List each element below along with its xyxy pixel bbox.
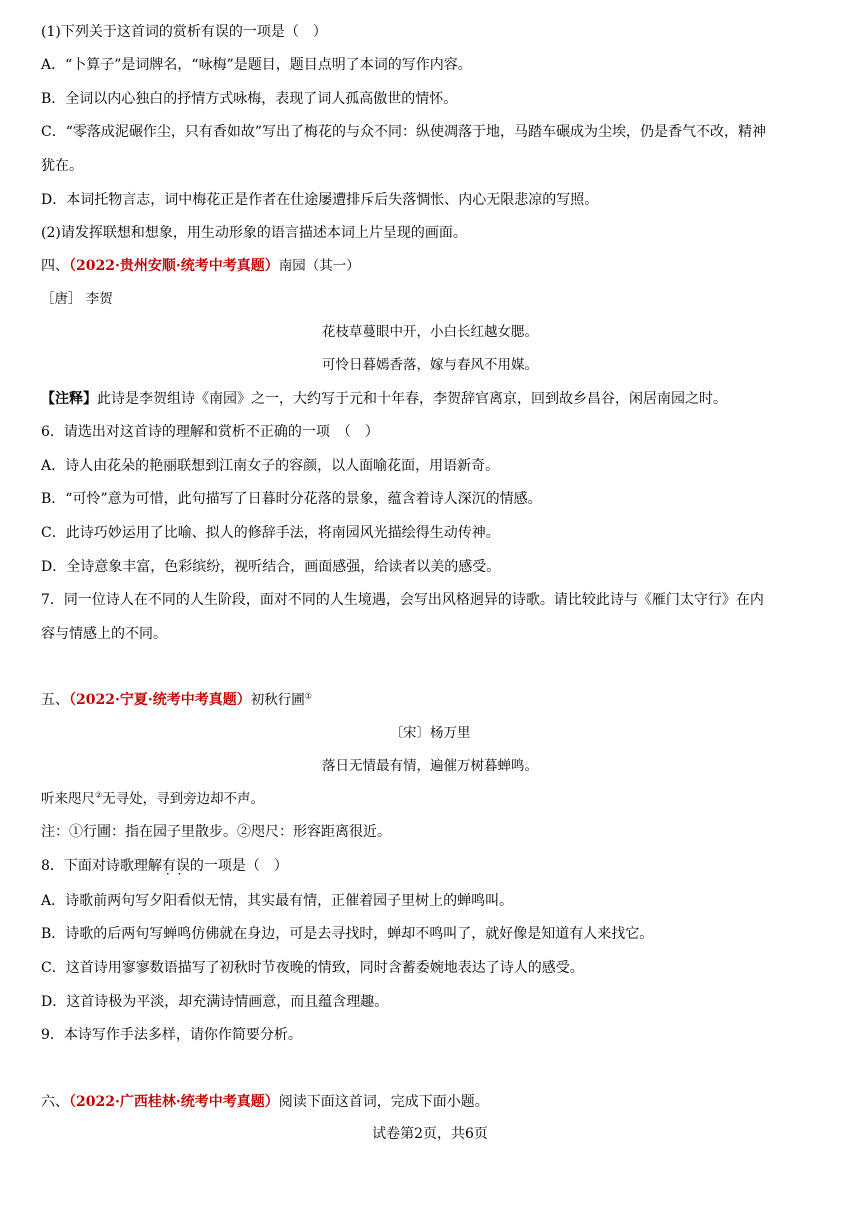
poem-note: 注：①行圃：指在园子里散步。②咫尺：形容距离很近。 <box>41 824 391 840</box>
note-label: 【注释】 <box>41 391 97 407</box>
poem-line-1: 落日无情最有情，遍催万树暮蝉鸣。 <box>322 758 538 774</box>
option-d: D．本词托物言志，词中梅花正是作者在仕途屡遭排斥后失落惆怅、内心无限悲凉的写照。 <box>41 192 599 208</box>
poem-line-1: 花枝草蔓眼中开，小白长红越女腮。 <box>322 324 538 340</box>
footnote-mark: ① <box>304 691 312 701</box>
question-8-stem <box>41 856 288 876</box>
section-6-heading <box>41 1092 489 1112</box>
option-c-line1: C．“零落成泥碾作尘，只有香如故”写出了梅花的与众不同：纵使凋落于地，马踏车碾成为尘埃，仍是香气不改，精神 <box>41 124 767 140</box>
poem-author: 〔宋〕杨万里 <box>389 725 471 741</box>
section-4-heading <box>41 256 360 276</box>
poem-note <box>41 389 727 409</box>
option-c: C．此诗巧妙运用了比喻、拟人的修辞手法，将南园风光描绘得生动传神。 <box>41 525 500 541</box>
poem-line-2 <box>41 789 264 809</box>
section-source: （2022·宁夏·统考中考真题） <box>69 692 251 708</box>
poem-line-2-part2: 无寻处，寻到旁边却不声。 <box>102 791 265 807</box>
question-8-pre: 8．下面对诗歌理解 <box>41 858 162 874</box>
option-d: D．这首诗极为平淡，却充满诗情画意，而且蕴含理趣。 <box>41 994 389 1010</box>
poem-line-2: 可怜日暮嫣香落，嫁与春风不用媒。 <box>322 357 538 373</box>
option-d: D．全诗意象丰富，色彩缤纷，视听结合，画面感强，给读者以美的感受。 <box>41 559 501 575</box>
question-7-line2: 容与情感上的不同。 <box>41 626 167 642</box>
section-5-heading <box>41 690 312 710</box>
poem-line-2-part1: 听来咫尺 <box>41 791 95 807</box>
option-b: B．全词以内心独白的抒情方式咏梅，表现了词人孤高傲世的情怀。 <box>41 91 458 107</box>
question-8-post: 的一项是（ ） <box>189 858 288 874</box>
footnote-mark: ② <box>95 790 103 800</box>
option-c-line2: 犹在。 <box>41 158 83 174</box>
section-source: （2022·贵州安顺·统考中考真题） <box>69 258 279 274</box>
note-text: 此诗是李贺组诗《南园》之一，大约写于元和十年春，李贺辞官离京，回到故乡昌谷，闲居南园之时。 <box>97 391 727 407</box>
poem-title: 初秋行圃 <box>250 692 305 708</box>
question-1-stem: (1)下列关于这首词的赏析有误的一项是（ ） <box>41 24 327 40</box>
section-number: 六、 <box>41 1094 69 1110</box>
emphasis-text: 有误 · · <box>162 858 190 874</box>
section-number: 五、 <box>41 692 69 708</box>
section-number: 四、 <box>41 258 69 274</box>
poem-author: ［唐］ 李贺 <box>41 291 113 307</box>
option-b: B．“可怜”意为可惜，此句描写了日暮时分花落的景象，蕴含着诗人深沉的情感。 <box>41 491 542 507</box>
question-2-stem: (2)请发挥联想和想象，用生动形象的语言描述本词上片呈现的画面。 <box>41 225 467 241</box>
section-instruction: 阅读下面这首词，完成下面小题。 <box>278 1094 489 1110</box>
option-a: A．“卜算子”是词牌名，“咏梅”是题目，题目点明了本词的写作内容。 <box>41 57 472 73</box>
page-footer: 试卷第2页，共6页 <box>372 1126 488 1142</box>
poem-title: 南园（其一） <box>278 258 360 274</box>
question-6-stem: 6．请选出对这首诗的理解和赏析不正确的一项 （ ） <box>41 424 379 440</box>
option-c: C．这首诗用寥寥数语描写了初秋时节夜晚的情致，同时含蓄委婉地表达了诗人的感受。 <box>41 960 584 976</box>
question-9-stem: 9．本诗写作手法多样，请你作简要分析。 <box>41 1027 302 1043</box>
option-b: B．诗歌的后两句写蝉鸣仿佛就在身边，可是去寻找时，蝉却不鸣叫了，就好像是知道有人来找它。 <box>41 926 654 942</box>
option-a: A．诗歌前两句写夕阳看似无情，其实最有情，正催着园子里树上的蝉鸣叫。 <box>41 893 514 909</box>
question-7-line1: 7．同一位诗人在不同的人生阶段，面对不同的人生境遇，会写出风格迥异的诗歌。请比较此诗与《雁门太守行》在内 <box>41 592 764 608</box>
option-a: A．诗人由花朵的艳丽联想到江南女子的容颜，以人面喻花面，用语新奇。 <box>41 458 500 474</box>
section-source: （2022·广西桂林·统考中考真题） <box>69 1094 279 1110</box>
